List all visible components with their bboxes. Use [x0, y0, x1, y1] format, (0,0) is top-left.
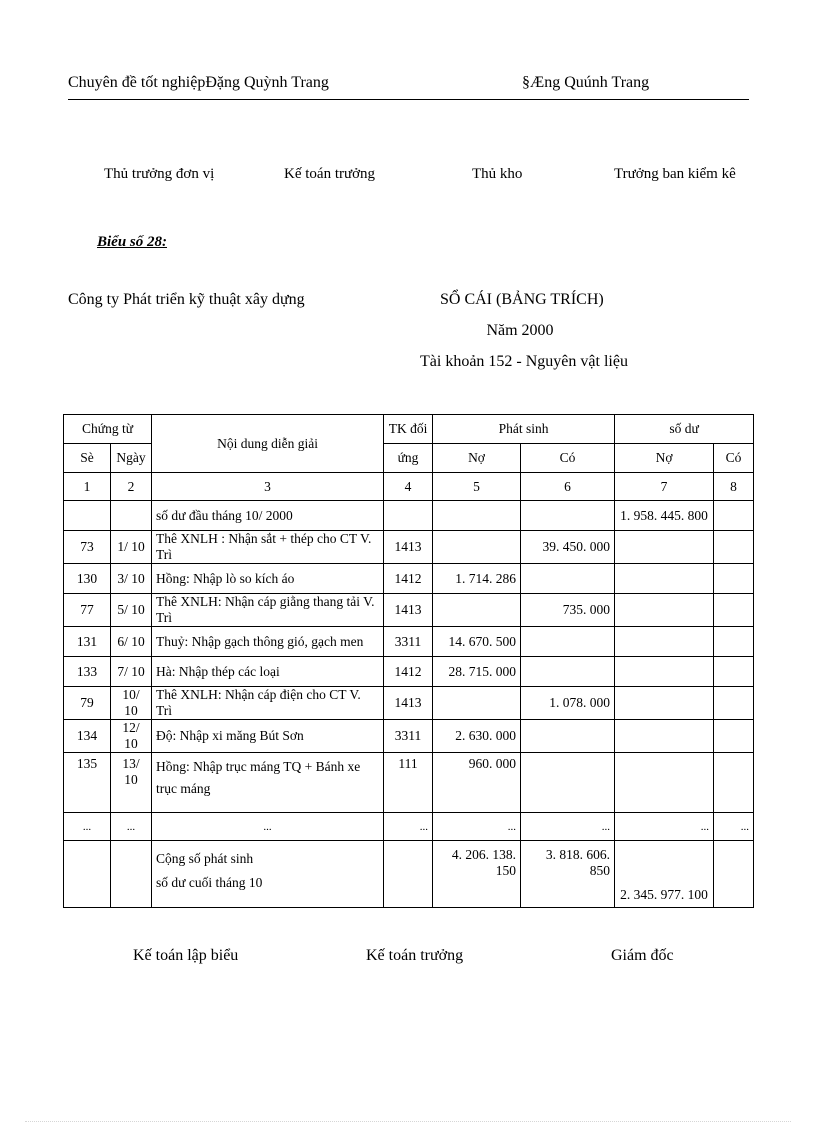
- header-so: Sè: [64, 444, 111, 473]
- cell-desc: Thê XNLH: Nhận cáp điện cho CT V. Trì: [152, 687, 384, 720]
- cell-tk: 1412: [384, 657, 433, 687]
- cell-desc: Thê XNLH : Nhận sắt + thép cho CT V. Trì: [152, 531, 384, 564]
- ellipsis-row: [64, 813, 754, 841]
- cell-ps-no: 14. 670. 500: [433, 627, 521, 657]
- table-row: [64, 720, 754, 753]
- header-phat-sinh: Phát sinh: [433, 415, 615, 444]
- cell-ps-co: [521, 657, 615, 687]
- cell-ngay: 10/ 10: [111, 687, 152, 720]
- column-number: 3: [152, 473, 384, 501]
- cell-ngay: 5/ 10: [111, 594, 152, 627]
- header-du-co: Có: [714, 444, 754, 473]
- cell-ngay: 12/ 10: [111, 720, 152, 753]
- header-rule: [68, 99, 749, 100]
- closing-du-no: 2. 345. 977. 100: [615, 841, 714, 908]
- cell-tk: 1413: [384, 687, 433, 720]
- opening-balance-row: [64, 501, 754, 531]
- document-year: Năm 2000: [486, 322, 554, 339]
- cell-ps-no: 2. 630. 000: [433, 720, 521, 753]
- cell-ps-co: [521, 753, 615, 813]
- header-du-no: Nợ: [615, 444, 714, 473]
- ellipsis: ...: [64, 813, 111, 841]
- cell-ngay: 1/ 10: [111, 531, 152, 564]
- signature-chief-accountant: Kế toán trưởng: [284, 166, 376, 182]
- cell-tk: 1413: [384, 594, 433, 627]
- column-number: 5: [433, 473, 521, 501]
- table-row: [64, 687, 754, 720]
- table-row: [64, 627, 754, 657]
- cell-so: 131: [64, 627, 111, 657]
- cell-so: 73: [64, 531, 111, 564]
- cell-tk: 111: [384, 753, 433, 813]
- page-bottom-rule: [25, 1121, 791, 1122]
- cell-ps-no: 1. 714. 286: [433, 564, 521, 594]
- ellipsis: ...: [111, 813, 152, 841]
- column-number: 2: [111, 473, 152, 501]
- ellipsis: ...: [152, 813, 384, 841]
- cell-desc: Thê XNLH: Nhận cáp giằng thang tải V. Trì: [152, 594, 384, 627]
- cell-desc: Hồng: Nhập lò so kích áo: [152, 564, 384, 594]
- company-name: Công ty Phát triển kỹ thuật xây dựng: [68, 291, 305, 308]
- signature-report-preparer: Kế toán lập biểu: [133, 947, 239, 964]
- opening-du-no: 1. 958. 445. 800: [615, 501, 714, 531]
- totals-desc-closing: số dư cuối tháng 10: [156, 875, 263, 890]
- header-ung: ứng: [384, 444, 433, 473]
- ellipsis: ...: [521, 813, 615, 841]
- ellipsis: ...: [384, 813, 433, 841]
- signature-chief-accountant-bottom: Kế toán trưởng: [366, 947, 464, 964]
- cell-so: 77: [64, 594, 111, 627]
- cell-ps-co: [521, 720, 615, 753]
- totals-desc: [152, 841, 384, 908]
- totals-ps-no: 4. 206. 138. 150: [433, 841, 521, 908]
- column-number: 7: [615, 473, 714, 501]
- cell-so: 134: [64, 720, 111, 753]
- header-chung-tu: Chứng từ: [64, 415, 152, 444]
- totals-ps-co: 3. 818. 606. 850: [521, 841, 615, 908]
- cell-ps-no: [433, 531, 521, 564]
- ledger-table: [63, 414, 754, 908]
- header-ngay: Ngày: [111, 444, 152, 473]
- header-ps-co: Có: [521, 444, 615, 473]
- column-number: 4: [384, 473, 433, 501]
- cell-ngay: 13/ 10: [111, 753, 152, 813]
- header-tk-doi-ung: TK đối: [384, 415, 433, 444]
- ellipsis: ...: [615, 813, 714, 841]
- signature-unit-head: Thủ trưởng đơn vị: [104, 166, 215, 182]
- cell-ps-co: [521, 564, 615, 594]
- cell-ps-no: [433, 687, 521, 720]
- cell-ps-no: [433, 594, 521, 627]
- header-left-text: Chuyên đề tốt nghiệpĐặng Quỳnh Trang: [68, 74, 329, 91]
- cell-ps-co: 1. 078. 000: [521, 687, 615, 720]
- cell-desc: Độ: Nhập xi măng Bút Sơn: [152, 720, 384, 753]
- table-row: [64, 531, 754, 564]
- cell-tk: 3311: [384, 627, 433, 657]
- ellipsis: ...: [714, 813, 754, 841]
- header-so-du: số dư: [615, 415, 754, 444]
- column-number: 1: [64, 473, 111, 501]
- cell-tk: 1412: [384, 564, 433, 594]
- cell-desc: Hà: Nhập thép các loại: [152, 657, 384, 687]
- signature-inventory-head: Trưởng ban kiểm kê: [614, 166, 736, 182]
- cell-ngay: 6/ 10: [111, 627, 152, 657]
- totals-desc-sum: Cộng số phát sinh: [156, 851, 254, 866]
- ellipsis: ...: [433, 813, 521, 841]
- header-ps-no: Nợ: [433, 444, 521, 473]
- table-row: [64, 753, 754, 813]
- cell-so: 79: [64, 687, 111, 720]
- totals-row: [64, 841, 754, 908]
- header-noi-dung: Nội dung diễn giải: [152, 415, 384, 473]
- table-row: [64, 657, 754, 687]
- column-number: 8: [714, 473, 754, 501]
- table-row: [64, 594, 754, 627]
- cell-ps-co: [521, 627, 615, 657]
- document-title: SỔ CÁI (BẢNG TRÍCH): [440, 291, 604, 308]
- cell-ps-co: 39. 450. 000: [521, 531, 615, 564]
- signature-director: Giám đốc: [611, 947, 674, 964]
- cell-ps-co: 735. 000: [521, 594, 615, 627]
- cell-ps-no: 28. 715. 000: [433, 657, 521, 687]
- opening-desc: số dư đầu tháng 10/ 2000: [152, 501, 384, 531]
- cell-desc: Hồng: Nhập trục máng TQ + Bánh xe trục máng: [152, 753, 384, 813]
- cell-ngay: 3/ 10: [111, 564, 152, 594]
- cell-tk: 3311: [384, 720, 433, 753]
- cell-tk: 1413: [384, 531, 433, 564]
- cell-so: 133: [64, 657, 111, 687]
- cell-ps-no: 960. 000: [433, 753, 521, 813]
- form-label: Biểu số 28:: [97, 234, 168, 250]
- signature-storekeeper: Thủ kho: [472, 166, 523, 182]
- cell-so: 135: [64, 753, 111, 813]
- cell-ngay: 7/ 10: [111, 657, 152, 687]
- account-label: Tài khoản 152 - Nguyên vật liệu: [420, 353, 628, 370]
- cell-desc: Thuỷ: Nhập gạch thông gió, gạch men: [152, 627, 384, 657]
- cell-so: 130: [64, 564, 111, 594]
- column-number: 6: [521, 473, 615, 501]
- header-right-text: §Æng Quúnh Trang: [522, 74, 650, 91]
- table-row: [64, 564, 754, 594]
